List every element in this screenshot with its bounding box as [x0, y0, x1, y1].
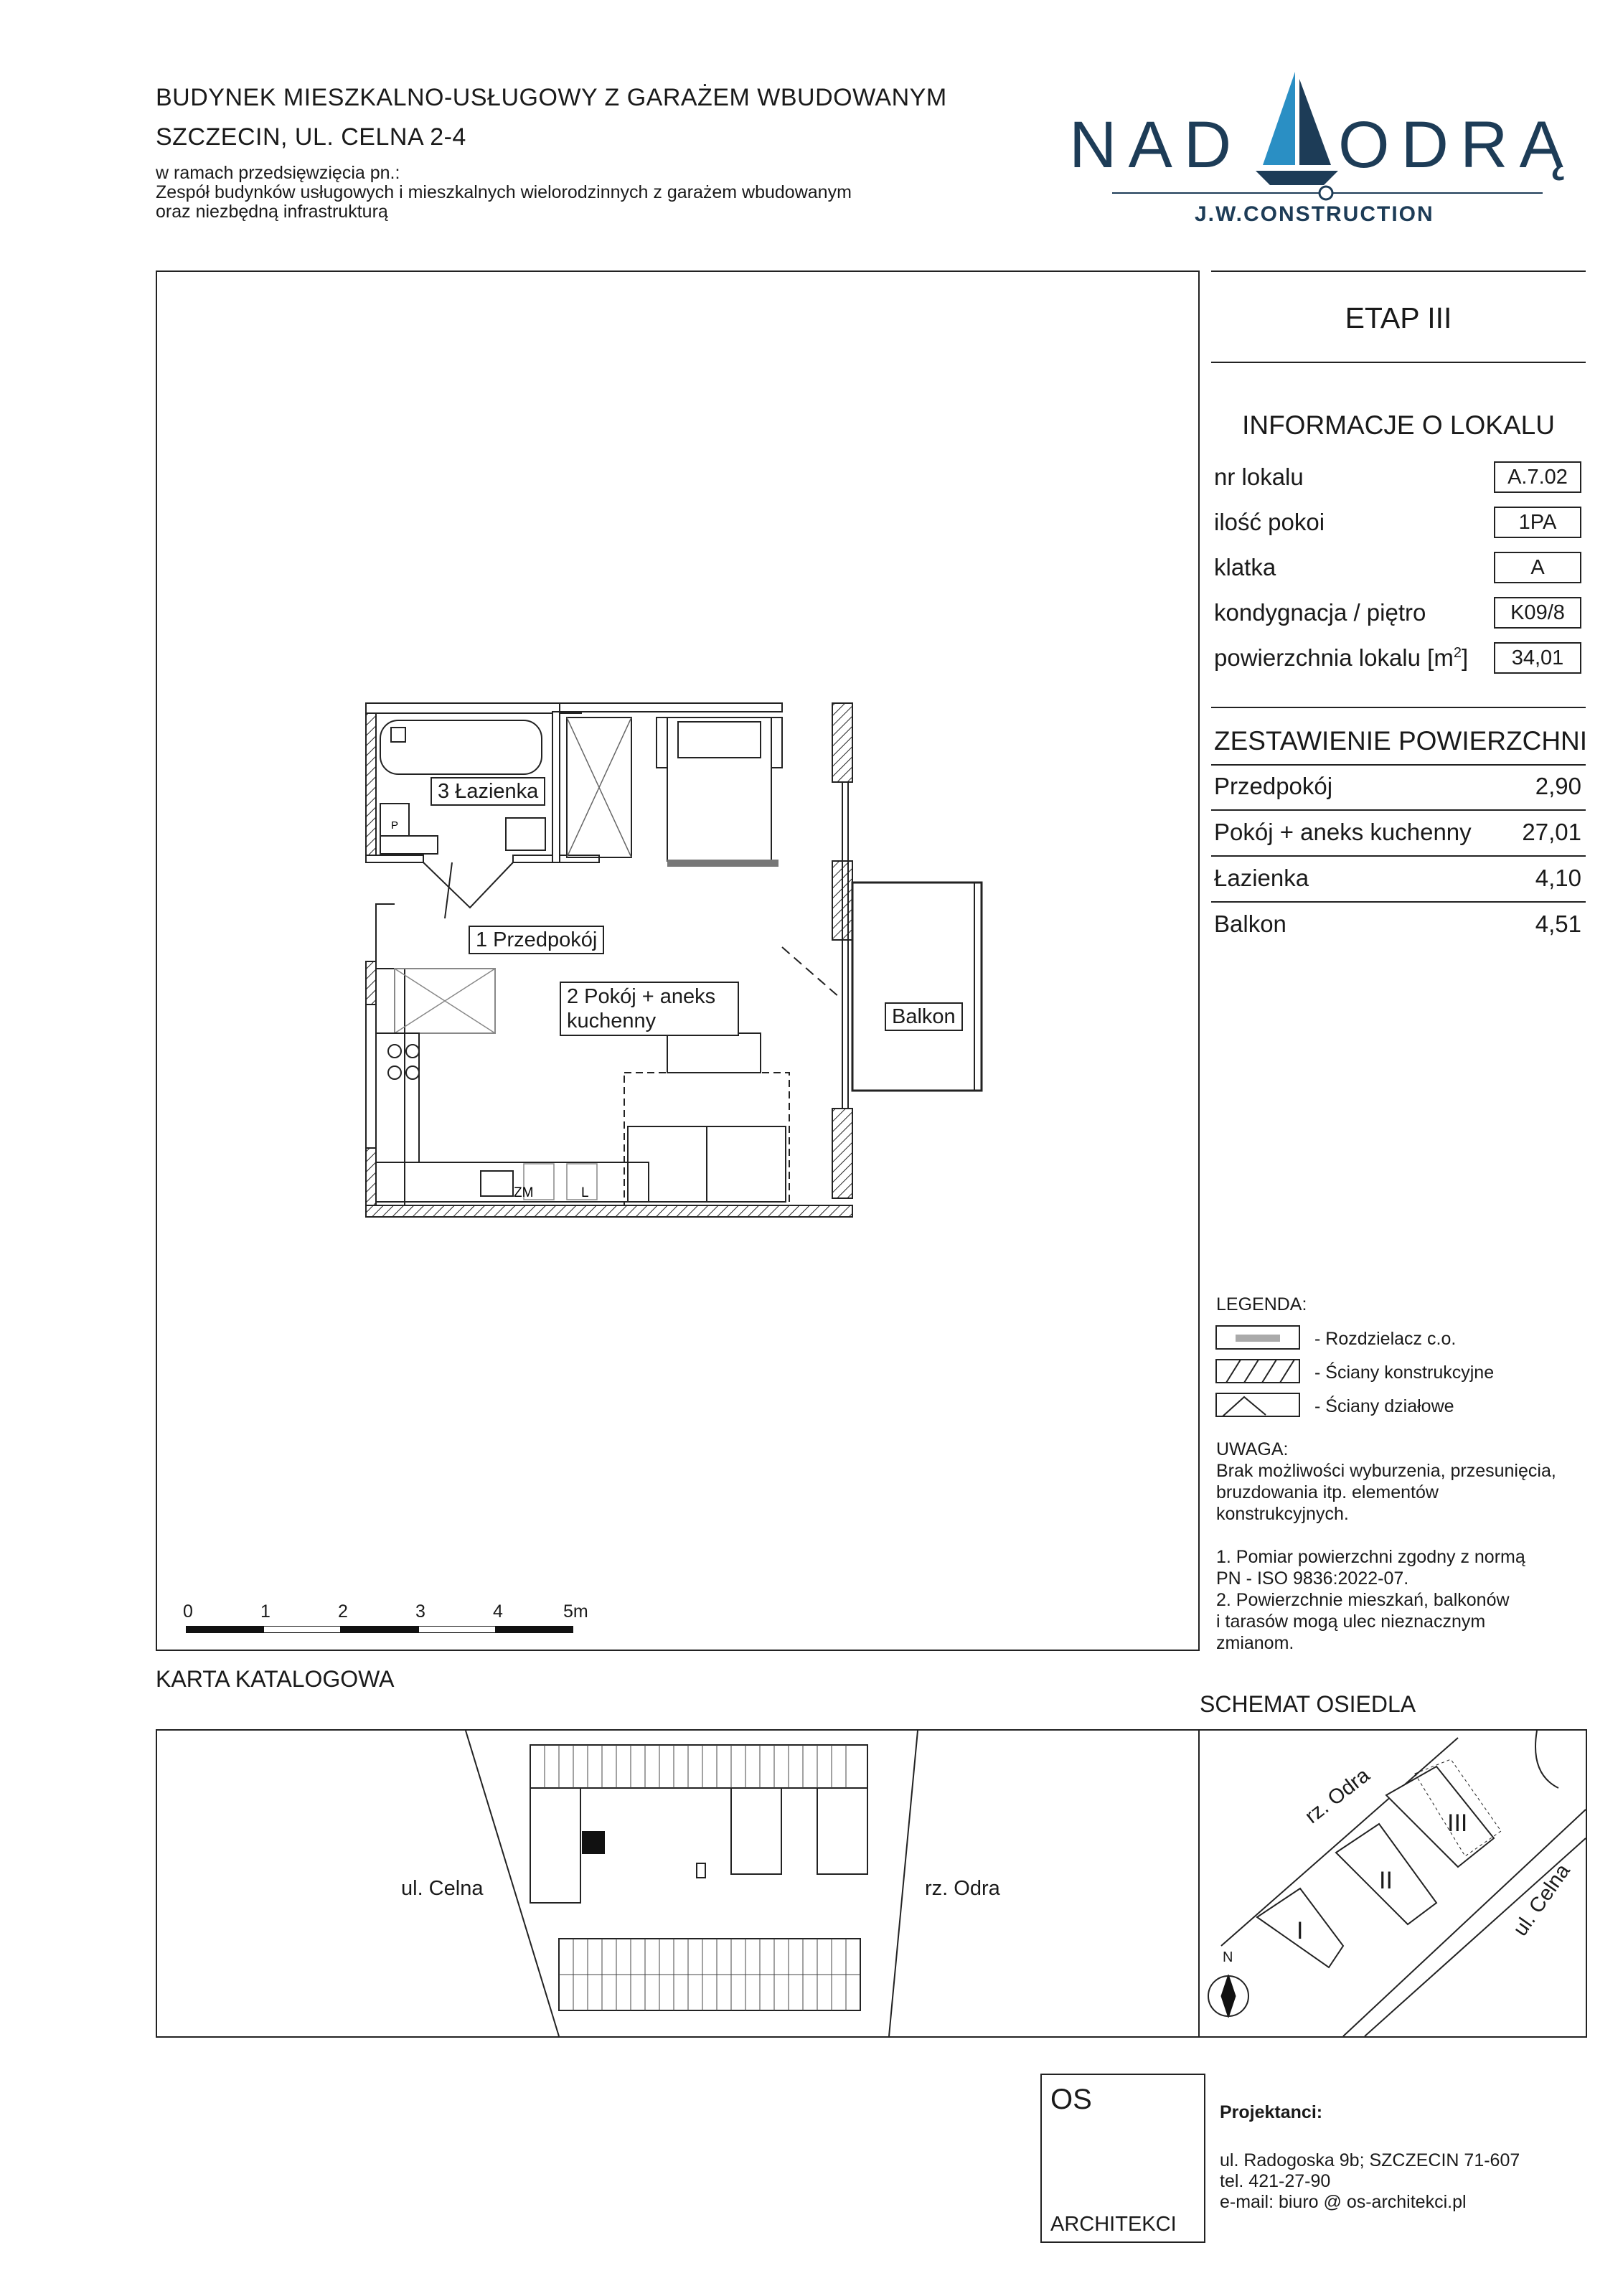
side-rule-3: [1211, 707, 1586, 708]
scale-5: 5m: [563, 1601, 588, 1622]
scale-4: 4: [493, 1601, 503, 1622]
note-line-2: konstrukcyjnych.: [1216, 1504, 1349, 1524]
estate-schema-drawing: [1200, 1731, 1586, 2036]
area-row-1: Pokój + aneks kuchenny 27,01: [1214, 819, 1581, 845]
schema-label-celna: ul. Celna: [1508, 1860, 1575, 1941]
area-row-2: Łazienka 4,10: [1214, 865, 1581, 891]
fixture-l: L: [581, 1185, 589, 1200]
stage-title: ETAP III: [1345, 301, 1452, 334]
logo-company: J.W.CONSTRUCTION: [1195, 202, 1434, 226]
room-label-living-2: kuchenny: [567, 1010, 657, 1032]
side-rule-2: [1211, 362, 1586, 363]
wall-east-3: [832, 1109, 852, 1198]
helm-icon: [1317, 184, 1335, 202]
designers-title: Projektanci:: [1220, 2102, 1323, 2122]
info-value-2: A: [1494, 552, 1581, 583]
info-label-4: powierzchnia lokalu $[m^2]$: [1214, 644, 1469, 671]
designers-line-1: tel. 421-27-90: [1220, 2171, 1331, 2191]
info-label-0: nr lokalu: [1214, 464, 1304, 490]
balcony-outline: [852, 883, 982, 1091]
scale-2: 2: [338, 1601, 348, 1622]
scale-0: 0: [183, 1601, 193, 1622]
company-logo: [1069, 65, 1586, 230]
sailboat-icon: [1245, 65, 1345, 194]
legend-item-0: - Rozdzielacz c.o.: [1314, 1329, 1457, 1349]
fixture-p: P: [391, 819, 399, 832]
architect-box: [1040, 2074, 1205, 2243]
area-row-0: Przedpokój 2,90: [1214, 773, 1581, 799]
room-label-bath: 3 Łazienka: [431, 777, 545, 806]
schemat-title: SCHEMAT OSIEDLA: [1200, 1691, 1416, 1717]
info-value-1: 1PA: [1494, 507, 1581, 538]
fixture-zm: ZM: [514, 1185, 534, 1200]
legend-item-1: - Ściany konstrukcyjne: [1314, 1363, 1495, 1383]
header-sub3: oraz niezbędną infrastrukturą: [156, 202, 388, 222]
map-label-odra: rz. Odra: [925, 1877, 1000, 1900]
note-line-0: Brak możliwości wyburzenia, przesunięcia,: [1216, 1461, 1556, 1481]
room-label-balcony: Balkon: [885, 1002, 963, 1031]
logo-name-left: NAD: [1069, 108, 1243, 182]
header-sub1: w ramach przedsięwzięcia pn.:: [156, 163, 400, 183]
side-rule-top: [1211, 270, 1586, 272]
room-label-living-1: 2 Pokój + aneks: [567, 985, 716, 1008]
current-building-marker: [582, 1831, 605, 1854]
note2-line-1: PN - ISO 9836:2022-07.: [1216, 1568, 1409, 1589]
scale-3: 3: [415, 1601, 425, 1622]
karta-title: KARTA KATALOGOWA: [156, 1666, 395, 1692]
note-line-1: bruzdowania itp. elementów: [1216, 1482, 1439, 1502]
info-label-1: ilość pokoi: [1214, 509, 1325, 535]
note-title: UWAGA:: [1216, 1439, 1289, 1459]
designers-line-2: e-mail: biuro @ os-architekci.pl: [1220, 2192, 1467, 2212]
legend-item-2: - Ściany działowe: [1314, 1396, 1454, 1416]
info-value-0: A.7.02: [1494, 461, 1581, 493]
legend-symbols: [1215, 1325, 1302, 1426]
designers-line-0: ul. Radogoska 9b; SZCZECIN 71-607: [1220, 2150, 1520, 2170]
estate-schema: [1198, 1729, 1587, 2038]
wall-room-north: [560, 703, 782, 712]
site-map-drawing: [157, 1731, 1198, 2036]
areas-table: [1214, 765, 1581, 951]
area-row-3: Balkon 4,51: [1214, 911, 1581, 937]
room-label-living: [560, 982, 739, 1036]
site-map: [156, 1729, 1200, 2038]
schema-building-3: III: [1447, 1810, 1468, 1837]
architect-os: OS: [1050, 2084, 1092, 2115]
legend-title: LEGENDA:: [1216, 1294, 1307, 1314]
logo-name-right: ODRĄ: [1338, 108, 1575, 182]
header-line2: SZCZECIN, UL. CELNA 2-4: [156, 123, 466, 151]
info-value-3: K09/8: [1494, 597, 1581, 629]
areas-title: ZESTAWIENIE POWIERZCHNI: [1214, 726, 1588, 756]
schema-building-2: II: [1379, 1867, 1393, 1894]
note2-line-3: i tarasów mogą ulec nieznacznym: [1216, 1612, 1486, 1632]
wall-bath-north: [366, 703, 581, 713]
info-label-2: klatka: [1214, 554, 1276, 580]
note2-line-4: zmianom.: [1216, 1633, 1294, 1653]
map-label-celna: ul. Celna: [401, 1877, 484, 1900]
wall-east-1: [832, 703, 852, 782]
note2-line-0: 1. Pomiar powierzchni zgodny z normą: [1216, 1547, 1525, 1567]
header-sub2: Zespół budynków usługowych i mieszkalnych wielorodzinnych z garażem wbudowanym: [156, 182, 852, 202]
wall-west-upper: [366, 703, 376, 861]
scale-1: 1: [260, 1601, 270, 1622]
room-label-hall: 1 Przedpokój: [469, 926, 604, 954]
note2-line-2: 2. Powierzchnie mieszkań, balkonów: [1216, 1590, 1510, 1610]
wall-south: [366, 1205, 852, 1217]
header-line1: BUDYNEK MIESZKALNO-USŁUGOWY Z GARAŻEM WBUDOWANYM: [156, 84, 947, 111]
schema-label-odra: rz. Odra: [1300, 1764, 1375, 1828]
schema-north: N: [1223, 1949, 1233, 1965]
floor-plan: [352, 689, 1019, 1234]
info-label-3: kondygnacja / piętro: [1214, 599, 1426, 626]
schema-building-1: I: [1297, 1917, 1304, 1944]
info-value-4: 34,01: [1494, 642, 1581, 674]
architect-label: ARCHITEKCI: [1050, 2213, 1177, 2236]
info-title: INFORMACJE O LOKALU: [1242, 410, 1555, 440]
